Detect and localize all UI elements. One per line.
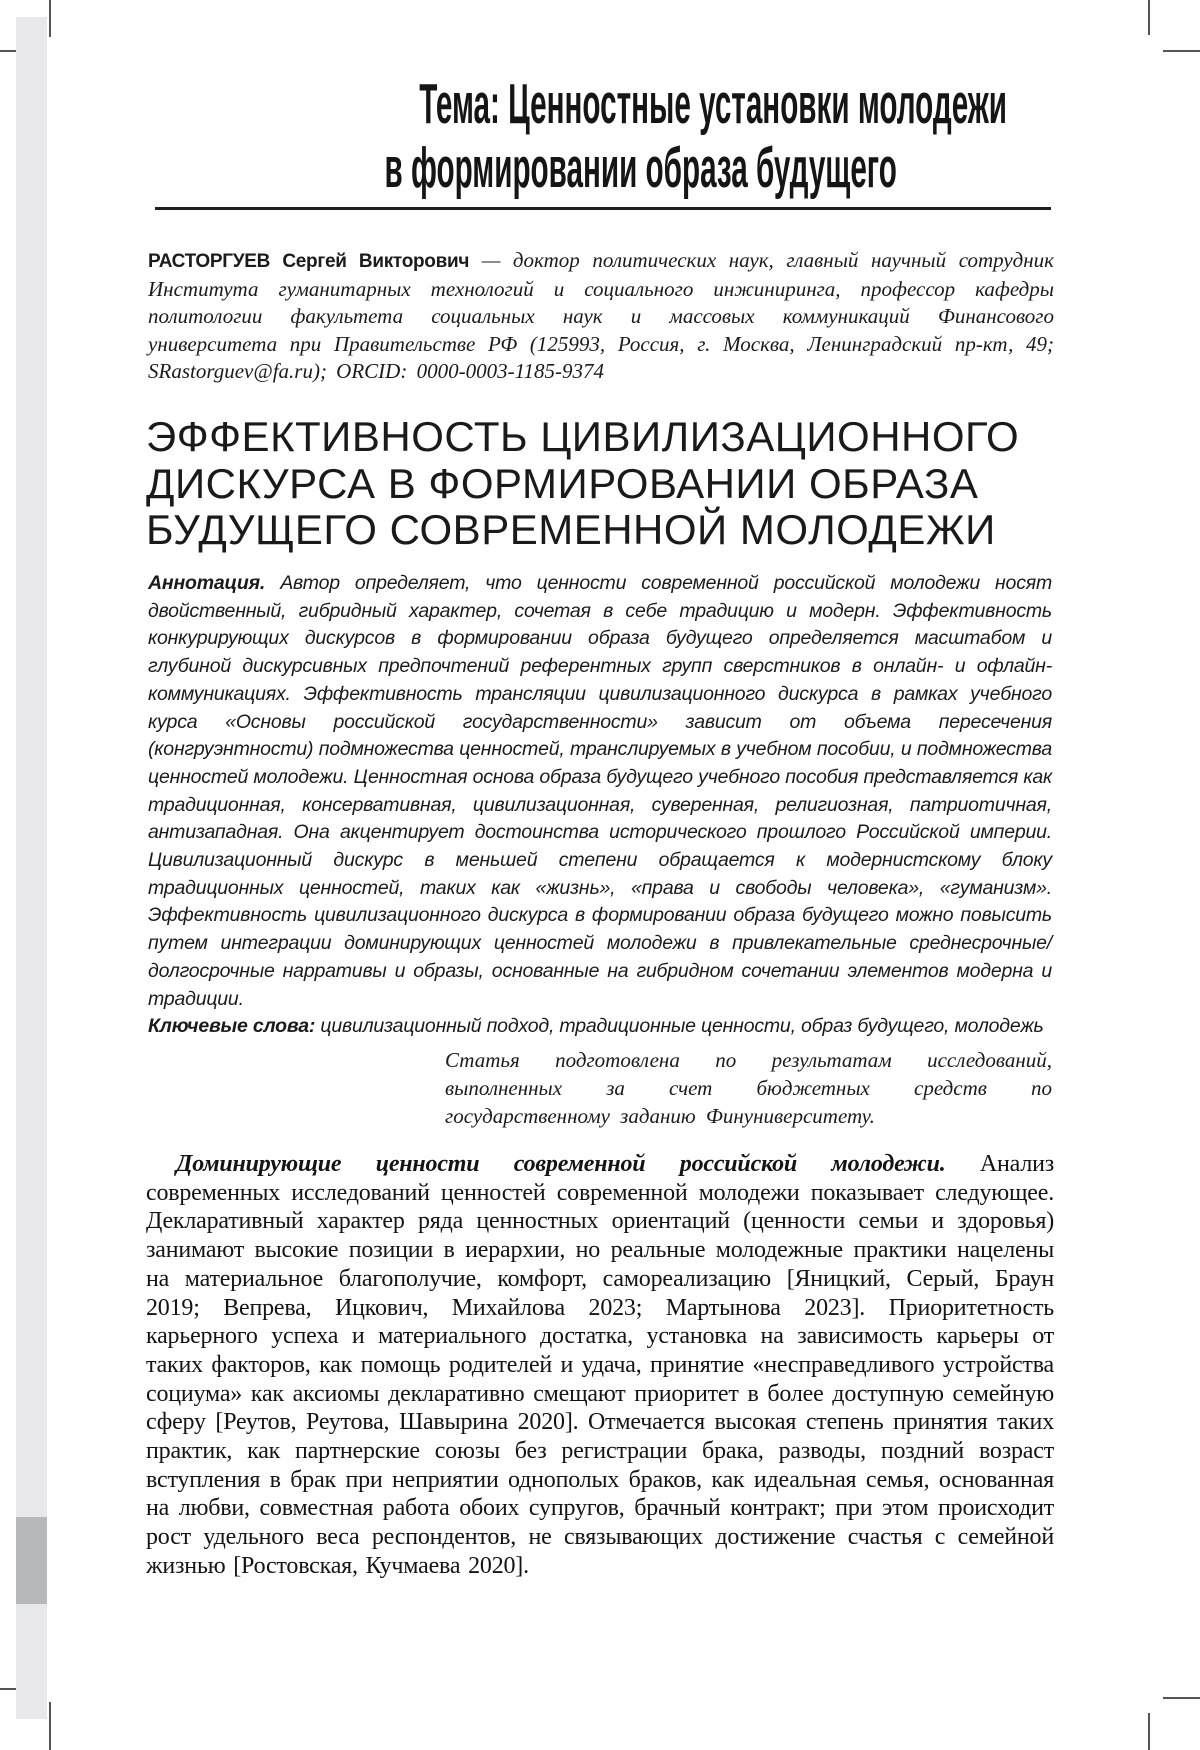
crop-mark-bottom-left-vertical	[49, 1702, 51, 1750]
keywords-label: Ключевые слова:	[148, 1015, 316, 1038]
title-underline-rule	[155, 207, 1051, 210]
page-title-line1: Тема: Ценностные установки молодежи	[419, 72, 1008, 136]
abstract-paragraph	[148, 570, 1052, 1013]
crop-mark-top-left-vertical	[49, 0, 51, 37]
crop-mark-bottom-right-horizontal	[1163, 1697, 1200, 1699]
abstract-label: Аннотация.	[148, 572, 266, 594]
author-affiliation: — доктор политических наук, главный научный сотрудник Института гуманитарных технологий и социального инжиниринга, профессор кафедры политологии факультета социальных наук и массовых коммуникаций Финансового университета при Правительстве РФ (125993, Россия, г. Москва, Ленинградский пр-кт, 49; SRastorguev@fa.ru); ORCID: 0000-0003-1185-9374	[148, 248, 1054, 384]
crop-mark-bottom-right-vertical	[1148, 1713, 1150, 1750]
body-paragraph	[146, 1150, 1054, 1581]
keywords-text: цивилизационный подход, традиционные ценности, образ будущего, молодежь	[320, 1015, 1044, 1038]
body-text: Анализ современных исследований ценностей современной молодежи показывает следующее. Декларативный характер ряда ценностных ориентаций (ценности семьи и здоровья) занимают высокие позиции в иерархии, но реальные молодежные практики нацелены на материальное благополучие, комфорт, самореализацию [Яницкий, Серый, Браун 2019; Вепрева, Ицкович, Михайлова 2023; Мартынова 2023]. Приоритетность карьерного успеха и материального достатка, установка на зависимость карьеры от таких факторов, как помощь родителей и удача, принятие «несправедливого устройства социума» как аксиомы декларативно смещают приоритет в более доступную семейную сферу [Реутов, Реутова, Шавырина 2020]. Отмечается высокая степень принятия таких практик, как партнерские союзы без регистрации брака, разводы, поздний возраст вступления в брак при неприятии однополых браков, как идеальная семья, основанная на любви, совместная работа обоих супругов, брачный контракт; при этом происходит рост удельного веса респондентов, не связывающих достижение счастья с семейной жизнью [Ростовская, Кучмаева 2020].	[146, 1151, 1055, 1579]
abstract-section	[148, 570, 1052, 1041]
crop-mark-top-right-horizontal	[1163, 50, 1200, 52]
author-block	[148, 247, 1054, 386]
crop-mark-top-right-vertical	[1148, 0, 1150, 35]
left-margin-bar	[16, 17, 47, 1719]
left-margin-bar-dark-segment	[16, 1517, 47, 1604]
keywords-line	[148, 1013, 1052, 1041]
page-title	[148, 72, 1052, 200]
abstract-text: Автор определяет, что ценности современной российской молодежи носят двойственный, гибридный характер, сочетая в себе традицию и модерн. Эффективность конкурирующих дискурсов в формировании образа будущего определяется масштабом и глубиной дискурсивных предпочтений референтных групп сверстников в онлайн- и офлайн-коммуникациях. Эффективность трансляции цивилизационного дискурса в рамках учебного курса «Основы российской государственности» зависит от объема пересечения (конгруэнтности) подмножества ценностей, транслируемых в учебном пособии, и подмножества ценностей молодежи. Ценностная основа образа будущего учебного пособия представляется как традиционная, консервативная, цивилизационная, суверенная, религиозная, патриотичная, антизападная. Она акцентирует достоинства исторического прошлого Российской империи. Цивилизационный дискурс в меньшей степени обращается к модернистскому блоку традиционных ценностей, таких как «жизнь», «права и свободы человека», «гуманизм». Эффективность цивилизационного дискурса в формировании образа будущего можно повысить путем интеграции доминирующих ценностей молодежи в привлекательные среднесрочные/долгосрочные нарративы и образы, основанные на гибридном сочетании элементов модерна и традиции.	[148, 572, 1052, 1010]
funding-note: Статья подготовлена по результатам исследований, выполненных за счет бюджетных средств по государственному заданию Финуниверситету.	[445, 1048, 1052, 1128]
author-name: РАСТОРГУЕВ Сергей Викторович	[148, 251, 470, 272]
page-title-line2: в формировании образа будущего	[384, 136, 897, 200]
body-lead-in: Доминирующие ценности современной российской молодежи.	[176, 1151, 946, 1177]
article-title: ЭФФЕКТИВНОСТЬ ЦИВИЛИЗАЦИОННОГО ДИСКУРСА В ФОРМИРОВАНИИ ОБРАЗА БУДУЩЕГО СОВРЕМЕННОЙ МОЛОДЕЖИ	[146, 413, 1020, 553]
